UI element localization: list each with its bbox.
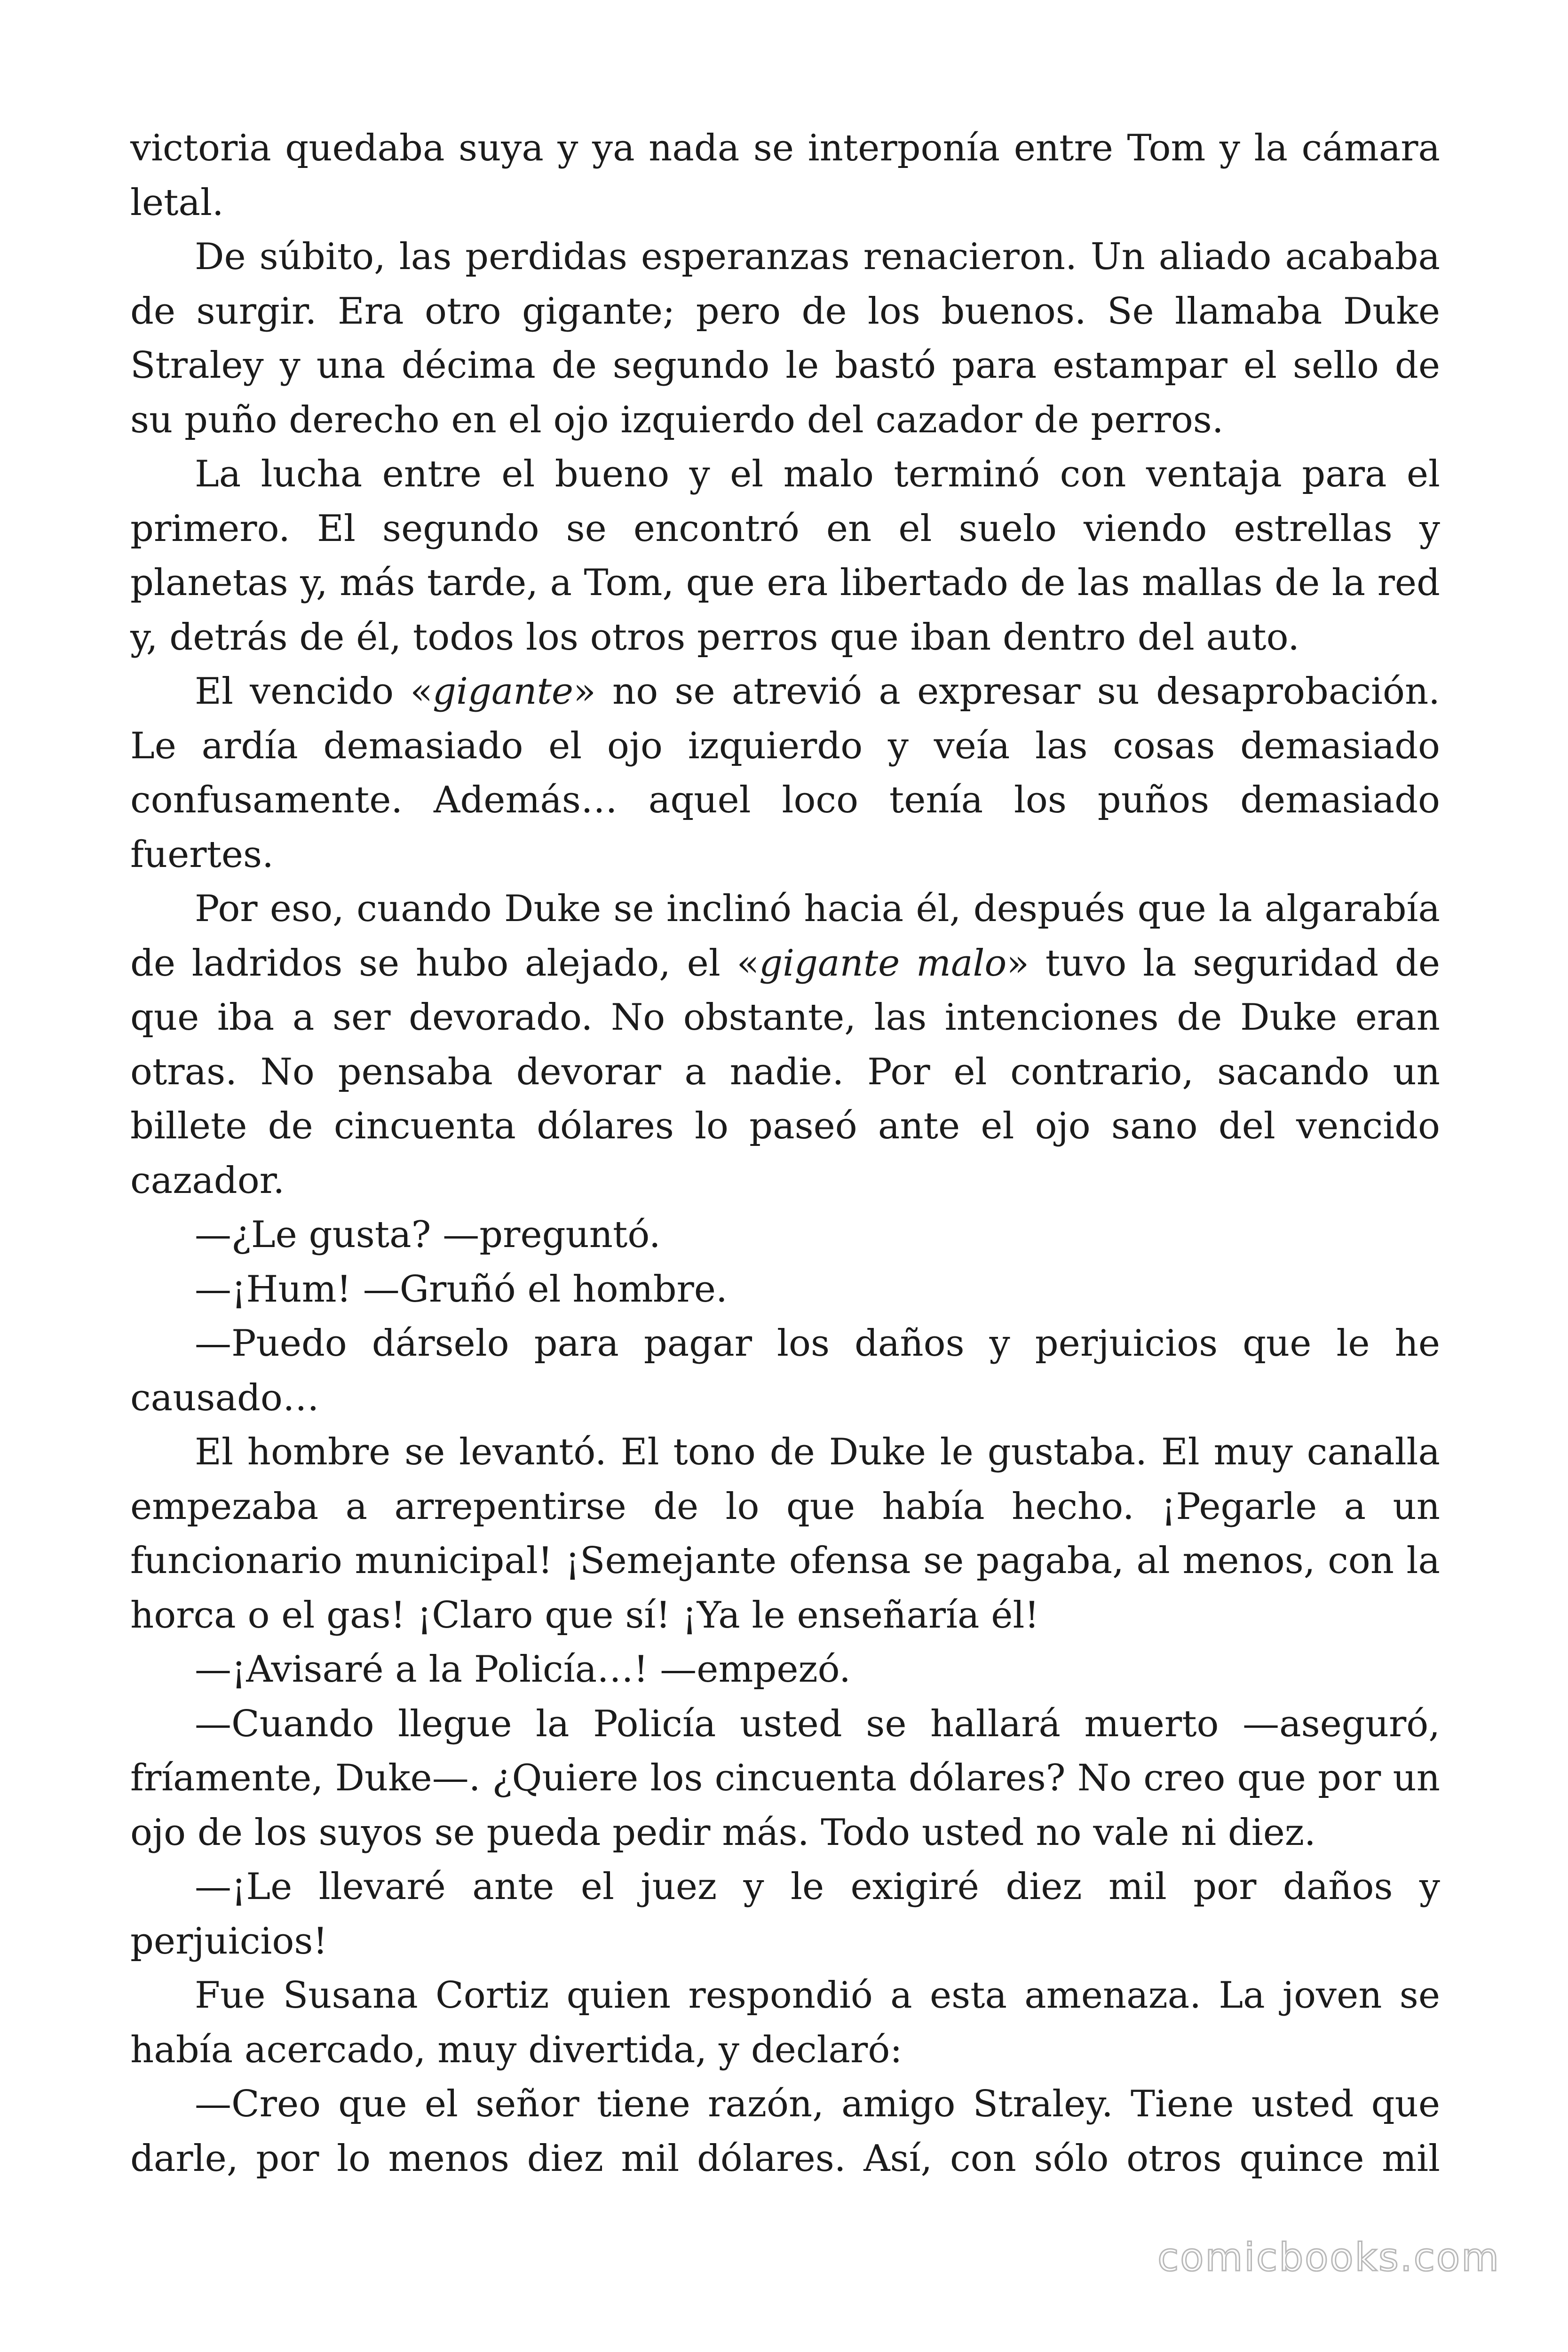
paragraph: Fue Susana Cortiz quien respondió a esta amenaza. La joven se había acercado, muy divertida, y declaró: — [130, 1974, 1440, 2071]
paragraph: De súbito, las perdidas esperanzas renacieron. Un aliado acababa de surgir. Era otro gigante; pero de los buenos. Se llamaba Duke Straley y una décima de segundo le bastó para estampar el sello de su puño derecho en el ojo izquierdo del cazador de perros. — [130, 236, 1440, 441]
paragraph: La lucha entre el bueno y el malo terminó con ventaja para el primero. El segundo se encontró en el suelo viendo estrellas y planetas y, más tarde, a Tom, que era libertado de las mallas de la red y, detrás de él, todos los otros perros que iban dentro del auto. — [130, 453, 1440, 659]
paragraph: —Puedo dárselo para pagar los daños y perjuicios que le he causado… — [130, 1322, 1440, 1419]
paragraph: —¡Hum! —Gruñó el hombre. — [195, 1268, 728, 1311]
italic-term: gigante — [433, 670, 574, 713]
page-text — [130, 121, 1440, 2186]
italic-term: gigante malo — [759, 942, 1007, 985]
paragraph: victoria quedaba suya y ya nada se interponía entre Tom y la cámara letal. — [130, 127, 1440, 224]
paragraph: —Creo que el señor tiene razón, amigo Straley. Tiene usted que darle, por lo menos diez mil dólares. Así, con sólo otros quince mil — [130, 2083, 1440, 2180]
paragraph: El hombre se levantó. El tono de Duke le gustaba. El muy canalla empezaba a arrepentirse de lo que había hecho. ¡Pegarle a un funcionario municipal! ¡Semejante ofensa se pagaba, al menos, con la horca o el gas! ¡Claro que sí! ¡Ya le enseñaría él! — [130, 1431, 1440, 1637]
paragraph-text: » tuvo la seguridad de que iba a ser devorado. No obstante, las intenciones de Duke eran otras. No pensaba devorar a nadie. Por el contrario, sacando un billete de cincuenta dólares lo paseó ante el ojo sano del vencido cazador. — [130, 942, 1441, 1202]
paragraph: —¿Le gusta? —preguntó. — [195, 1214, 661, 1256]
paragraph — [130, 882, 1440, 1208]
paragraph-text: Por eso, cuando Duke se inclinó hacia él, después que la algarabía de ladridos se hubo alejado, el « — [130, 888, 1440, 985]
paragraph — [130, 665, 1440, 882]
paragraph-text: El vencido « — [195, 670, 433, 713]
watermark: comicbooks.com — [1157, 2235, 1500, 2280]
paragraph-text: » no se atrevió a expresar su desaprobación. Le ardía demasiado el ojo izquierdo y veía las cosas demasiado confusamente. Además… aquel loco tenía los puños demasiado fuertes. — [130, 670, 1440, 876]
paragraph: —Cuando llegue la Policía usted se hallará muerto —aseguró, fríamente, Duke—. ¿Quiere los cincuenta dólares? No creo que por un ojo de los suyos se pueda pedir más. Todo usted no vale ni diez. — [130, 1702, 1440, 1854]
paragraph: —¡Avisaré a la Policía…! —empezó. — [195, 1648, 851, 1691]
paragraph: —¡Le llevaré ante el juez y le exigiré diez mil por daños y perjuicios! — [130, 1866, 1440, 1963]
